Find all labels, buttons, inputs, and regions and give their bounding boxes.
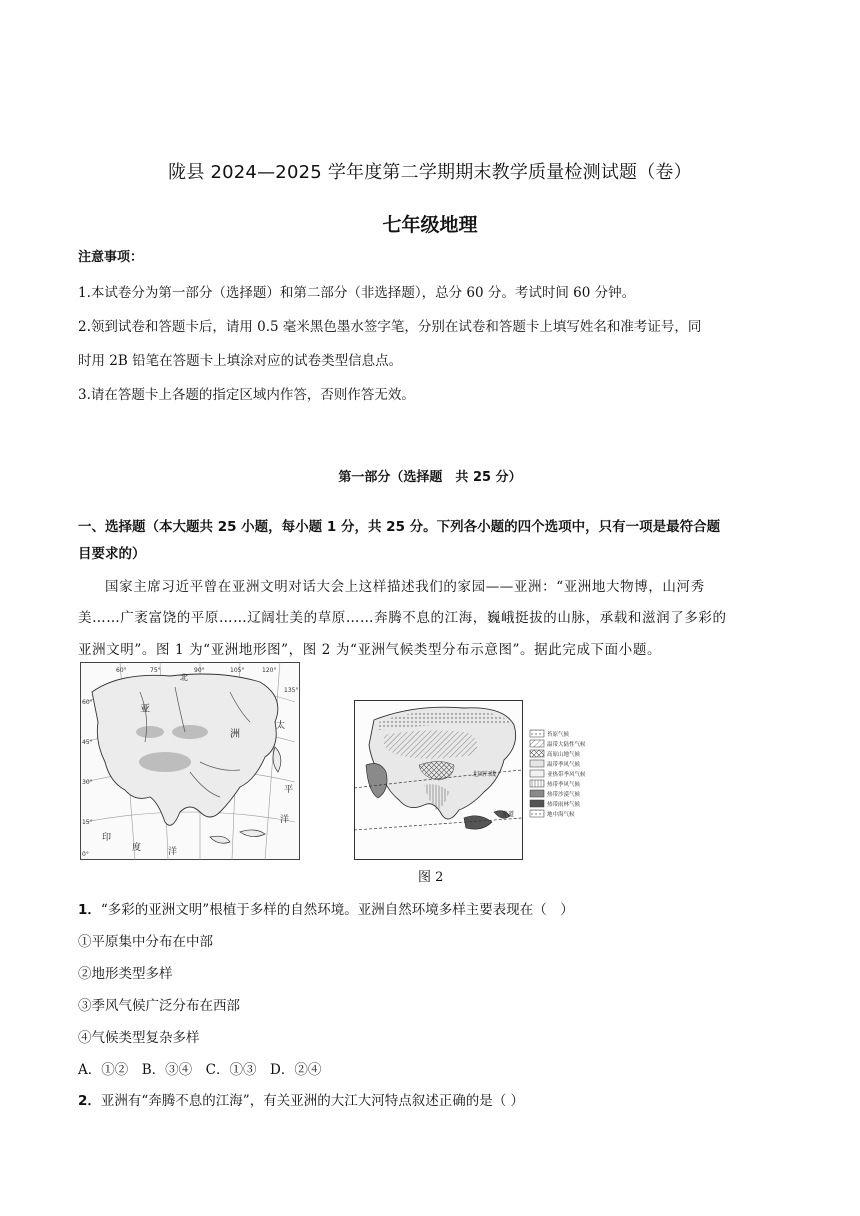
equator-label: 赤道 xyxy=(502,811,515,818)
question-1-option-1: ①平原集中分布在中部 xyxy=(78,934,213,950)
exam-subtitle: 七年级地理 xyxy=(382,214,478,236)
figure-2-asia-climate-map xyxy=(354,700,594,860)
legend-label-subtropical-monsoon: 亚热带季风气候 xyxy=(547,772,586,778)
section-heading-a: 一、选择题（本大题共 25 小题，每小题 1 分，共 25 分。下列各小题的四个选项中，只有一项是最符合题 xyxy=(78,519,721,535)
intro-line-b: 美……广袤富饶的平原……辽阔壮美的草原……奔腾不息的江海，巍峨挺拔的山脉，承载和滋润了多彩的 xyxy=(78,610,727,626)
intro-line-c: 亚洲文明”。图 1 为“亚洲地形图”，图 2 为“亚洲气候类型分布示意图”。据此完成下面小题。 xyxy=(78,642,662,658)
intro-line-a: 国家主席习近平曾在亚洲文明对话大会上这样描述我们的家园——亚洲：“亚洲地大物博，山河秀 xyxy=(105,579,705,595)
place-label-ping: 平 xyxy=(284,785,294,795)
lat-label-0: 0° xyxy=(82,851,89,858)
question-1-option-4: ④气候类型复杂多样 xyxy=(78,1030,200,1046)
question-2-stem xyxy=(78,1089,524,1109)
legend-label-tropical-desert: 热带沙漠气候 xyxy=(547,792,581,798)
place-label-yang-2: 洋 xyxy=(168,847,178,857)
legend-label-plateau: 高原山地气候 xyxy=(547,752,581,758)
legend-label-tropical-monsoon: 热带季风气候 xyxy=(547,782,581,788)
lon-label-105: 105° xyxy=(230,667,245,674)
legend-label-tundra: 苔原气候 xyxy=(547,732,570,738)
lon-label-60: 60° xyxy=(116,667,127,674)
place-label-bei: 北 xyxy=(180,673,188,682)
lat-label-15: 15° xyxy=(82,819,93,826)
question-1-option-2: ②地形类型多样 xyxy=(78,966,173,982)
note-line-2a: 2.领到试卷和答题卡后，请用 0.5 毫米黑色墨水签字笔，分别在试卷和答题卡上填写姓名和准考证号，同 xyxy=(78,319,702,335)
note-line-3: 3.请在答题卡上各题的指定区域内作答，否则作答无效。 xyxy=(78,387,415,403)
lon-label-90: 90° xyxy=(194,667,205,674)
lon-label-120: 120° xyxy=(262,667,277,674)
note-line-2b: 时用 2B 铅笔在答题卡上填涂对应的试卷类型信息点。 xyxy=(78,353,403,369)
place-label-du: 度 xyxy=(132,843,142,853)
tropic-label: 北回归线 xyxy=(472,771,497,778)
part1-title: 第一部分（选择题 共 25 分） xyxy=(338,470,522,485)
legend-label-tropical-rainforest: 热带雨林气候 xyxy=(547,802,581,808)
place-label-yin: 印 xyxy=(102,833,112,843)
figure-2-caption: 图 2 xyxy=(418,870,444,885)
legend-label-temperate-monsoon: 温带季风气候 xyxy=(547,762,581,768)
section-heading-b: 目要求的） xyxy=(78,546,146,562)
question-2-text: 亚洲有“奔腾不息的江海”，有关亚洲的大江大河特点叙述正确的是（ ） xyxy=(100,1093,524,1109)
lon-label-135: 135° xyxy=(284,687,299,694)
place-label-ya: 亚 xyxy=(140,704,150,715)
question-1-choices: A．①② B．③④ C．①③ D．②④ xyxy=(78,1062,322,1078)
exam-title: 陇县 2024—2025 学年度第二学期期末教学质量检测试题（卷） xyxy=(168,162,692,183)
lon-label-75: 75° xyxy=(150,667,161,674)
lat-label-45: 45° xyxy=(82,739,93,746)
lat-label-30: 30° xyxy=(82,779,93,786)
figure-1-asia-terrain-map xyxy=(80,662,300,860)
place-label-yang-1: 洋 xyxy=(280,815,290,825)
lat-label-60: 60° xyxy=(82,699,93,706)
place-label-zhou: 洲 xyxy=(230,729,240,740)
legend-label-mediterranean: 地中海气候 xyxy=(547,812,575,818)
place-label-tai: 太 xyxy=(276,721,286,731)
question-1-number: 1． xyxy=(78,902,101,918)
question-1-option-3: ③季风气候广泛分布在西部 xyxy=(78,998,240,1014)
question-1-stem xyxy=(78,898,574,918)
question-1-text: “多彩的亚洲文明”根植于多样的自然环境。亚洲自然环境多样主要表现在（ ） xyxy=(100,902,574,918)
question-2-number: 2． xyxy=(78,1093,101,1109)
climate-legend xyxy=(530,730,586,818)
legend-label-continental: 温带大陆性气候 xyxy=(547,742,586,748)
note-line-1: 1.本试卷分为第一部分（选择题）和第二部分（非选择题），总分 60 分。考试时间 60 分钟。 xyxy=(78,285,636,301)
notes-heading: 注意事项： xyxy=(78,250,144,265)
